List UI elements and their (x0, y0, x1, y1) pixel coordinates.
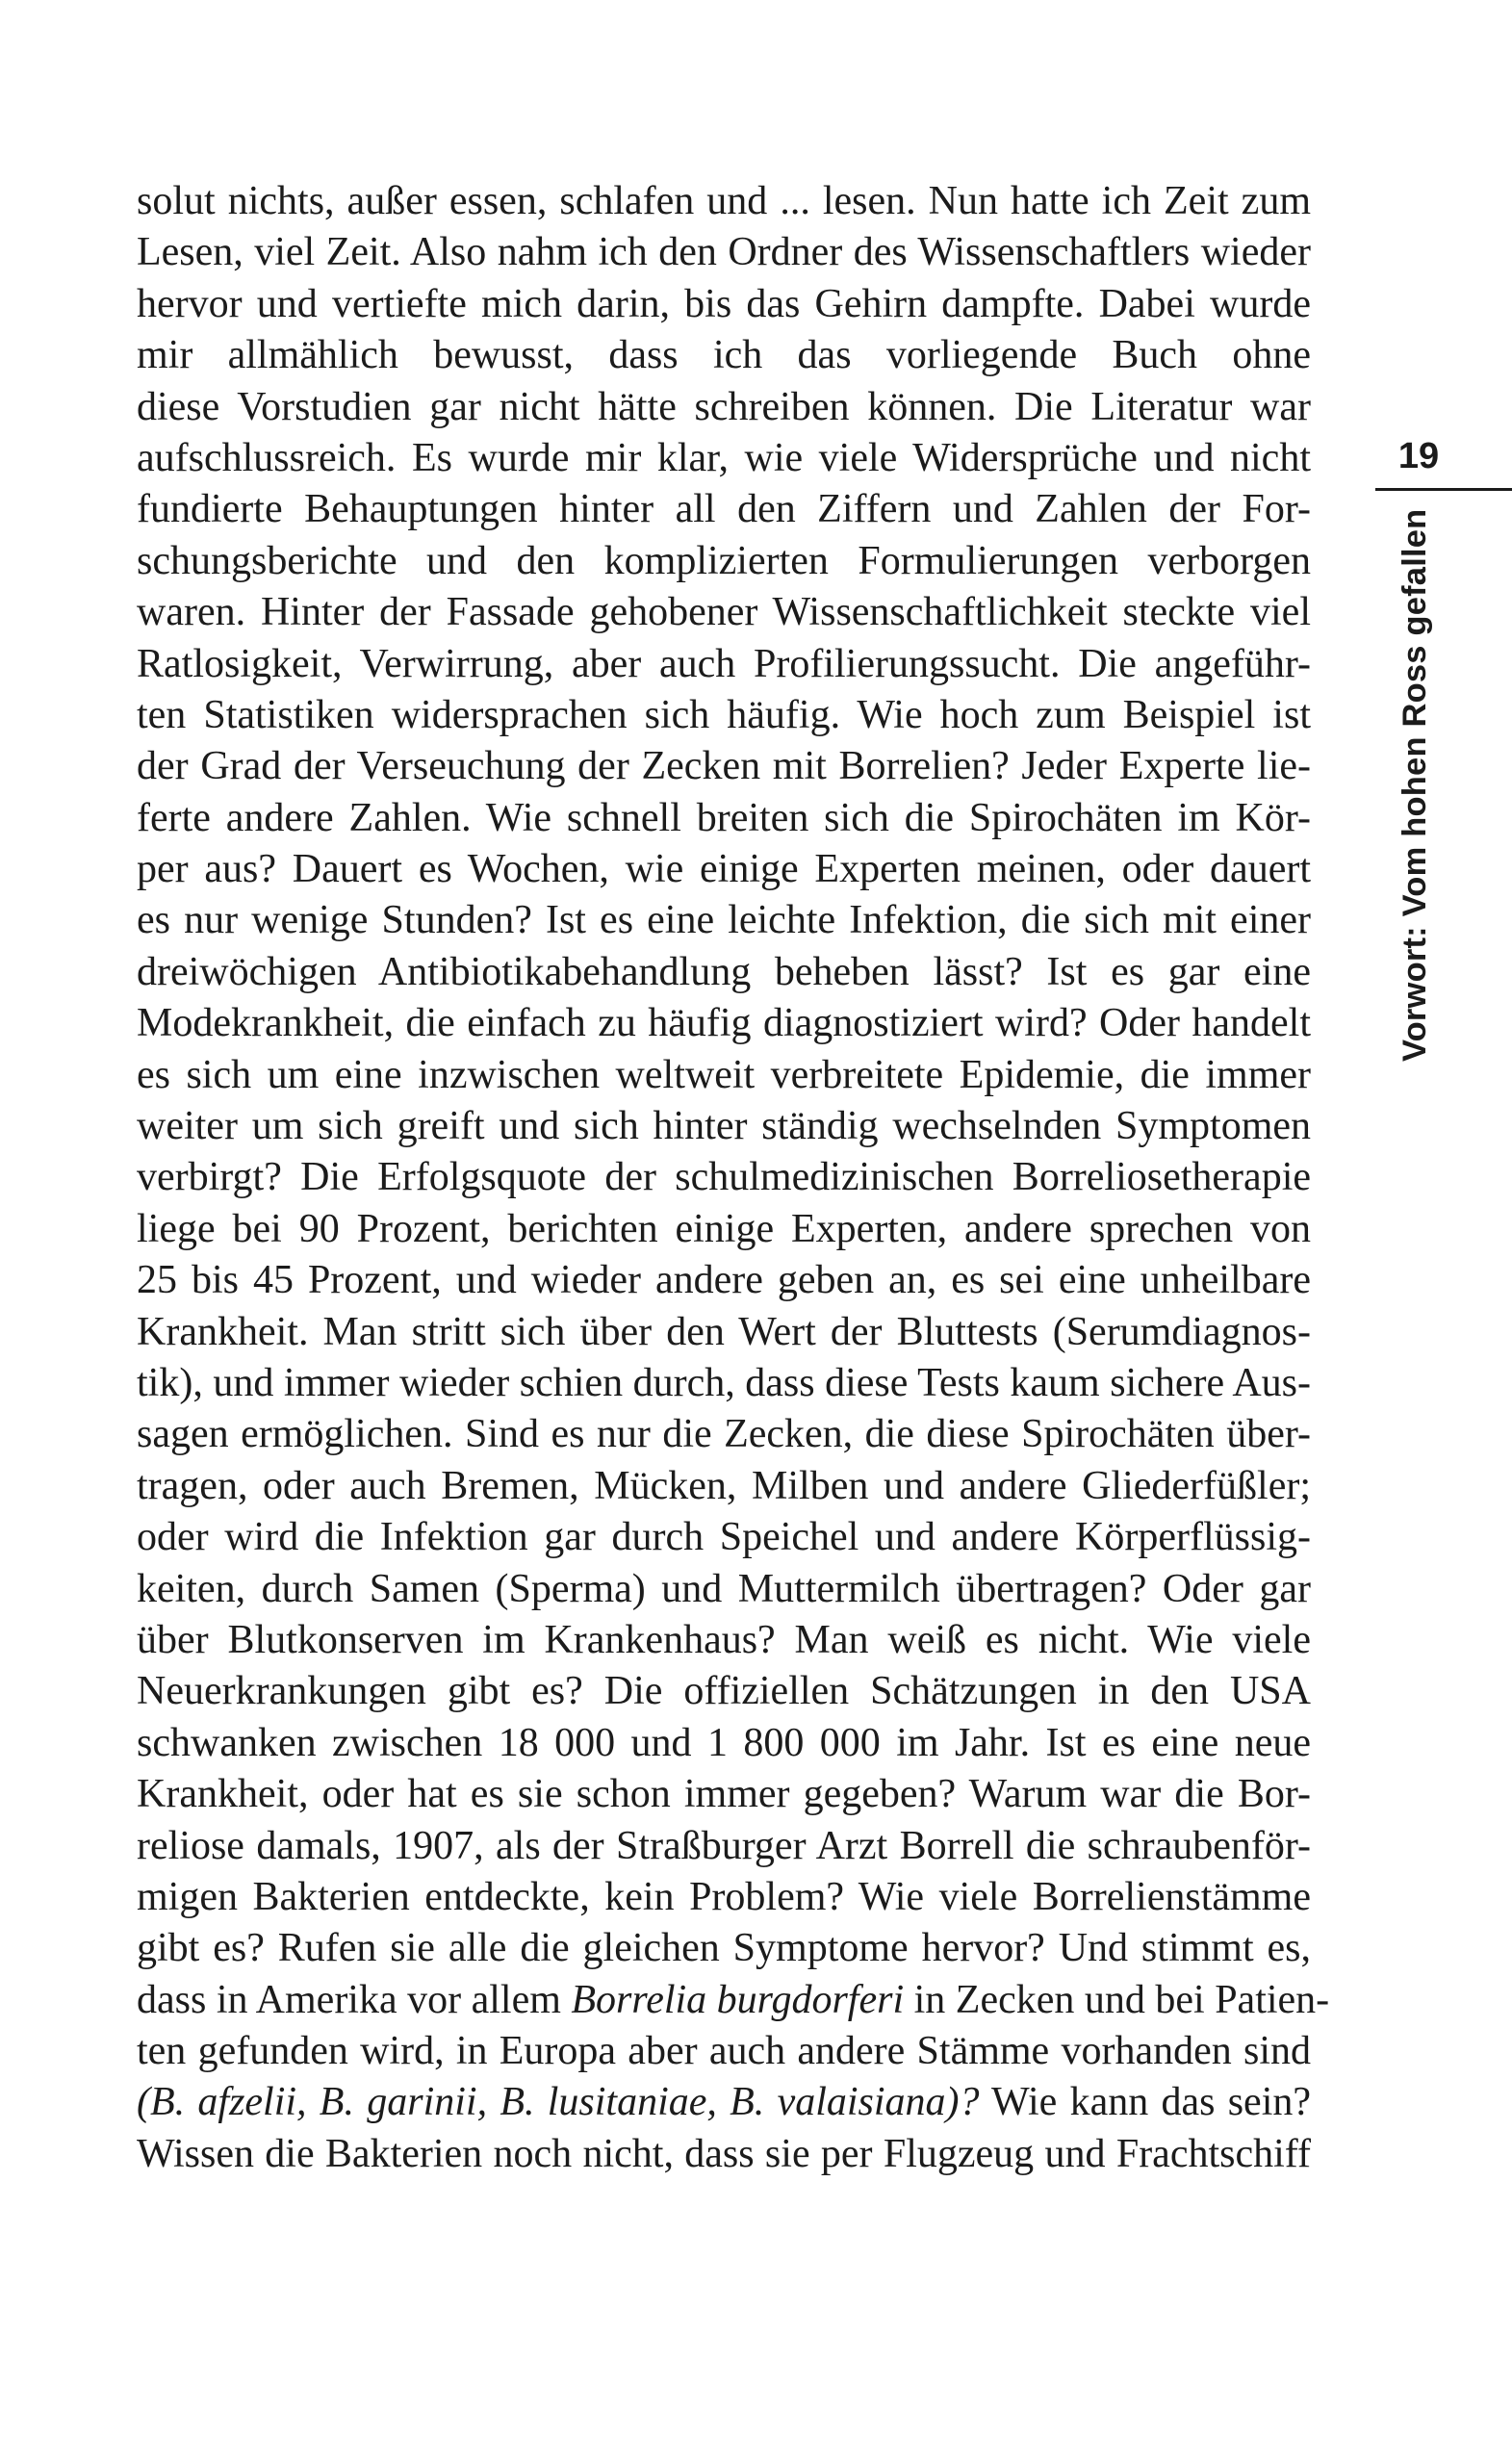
text-line: per aus? Dauert es Wochen, wie einige Experten meinen, oder dauert (137, 847, 1311, 892)
text-line: dreiwöchigen Antibiotikabehandlung beheben lässt? Ist es gar eine (137, 949, 1311, 994)
text-line: der Grad der Verseuchung der Zecken mit Borrelien? Jeder Experte lie- (137, 744, 1311, 789)
page-number: 19 (1397, 436, 1440, 476)
text-segment: in Zecken und bei Patien- (904, 1977, 1330, 2022)
text-line: verbirgt? Die Erfolgsquote der schulmedizinischen Borreliosetherapie (137, 1155, 1311, 1200)
text-line: Krankheit. Man stritt sich über den Wert der Bluttests (Serumdiagnos- (137, 1309, 1311, 1354)
text-line: oder wird die Infektion gar durch Speichel und andere Körperflüssig- (137, 1515, 1311, 1560)
text-line: mir allmählich bewusst, dass ich das vorliegende Buch ohne (137, 333, 1311, 378)
text-line: gibt es? Rufen sie alle die gleichen Symptome hervor? Und stimmt es, (137, 1926, 1311, 1971)
text-line: Wissen die Bakterien noch nicht, dass sie per Flugzeug und Frachtschiff (137, 2131, 1311, 2176)
text-line: reliose damals, 1907, als der Straßburger Arzt Borrell die schraubenför- (137, 1823, 1311, 1868)
text-line: weiter um sich greift und sich hinter ständig wechselnden Symptomen (137, 1104, 1311, 1149)
text-line (137, 1975, 1330, 2026)
text-segment: Wie kann das sein? (979, 2080, 1312, 2125)
species-name: Borrelia burgdorferi (571, 1977, 905, 2022)
text-segment: dass in Amerika vor allem (137, 1977, 572, 2022)
body-text (137, 176, 1330, 2180)
species-list: (B. afzelii, B. garinii, B. lusitaniae, B. valaisiana)? (137, 2080, 980, 2125)
text-line: 25 bis 45 Prozent, und wieder andere geben an, es sei eine unheilbare (137, 1258, 1311, 1303)
text-line: schungsberichte und den komplizierten Formulierungen verborgen (137, 538, 1311, 583)
header-rule (1375, 488, 1512, 491)
running-head-label: Vorwort: Vom hohen Ross gefallen (1397, 508, 1433, 1062)
text-line: Lesen, viel Zeit. Also nahm ich den Ordner des Wissenschaftlers wieder (137, 230, 1311, 275)
text-line: tragen, oder auch Bremen, Mücken, Milben und andere Gliederfüßler; (137, 1463, 1311, 1508)
text-line: fundierte Behauptungen hinter all den Ziffern und Zahlen der For- (137, 487, 1311, 532)
text-line: schwanken zwischen 18 000 und 1 800 000 im Jahr. Ist es eine neue (137, 1720, 1311, 1765)
text-line: Modekrankheit, die einfach zu häufig diagnostiziert wird? Oder handelt (137, 1001, 1311, 1046)
text-line: waren. Hinter der Fassade gehobener Wissenschaftlichkeit steckte viel (137, 590, 1311, 635)
text-line: keiten, durch Samen (Sperma) und Muttermilch übertragen? Oder gar (137, 1566, 1311, 1611)
text-line: solut nichts, außer essen, schlafen und ... lesen. Nun hatte ich Zeit zum (137, 179, 1311, 223)
text-line: Neuerkrankungen gibt es? Die offiziellen Schätzungen in den USA (137, 1669, 1311, 1714)
text-line: aufschlussreich. Es wurde mir klar, wie viele Widersprüche und nicht (137, 435, 1311, 480)
text-line: tik), und immer wieder schien durch, dass diese Tests kaum sichere Aus- (137, 1360, 1311, 1405)
text-line: hervor und vertiefte mich darin, bis das Gehirn dampfte. Dabei wurde (137, 281, 1311, 326)
text-line: liege bei 90 Prozent, berichten einige Experten, andere sprechen von (137, 1206, 1311, 1251)
text-line: ferte andere Zahlen. Wie schnell breiten sich die Spirochäten im Kör- (137, 795, 1311, 840)
text-line: Ratlosigkeit, Verwirrung, aber auch Profilierungssucht. Die angeführ- (137, 641, 1311, 686)
text-line: Krankheit, oder hat es sie schon immer gegeben? Warum war die Bor- (137, 1772, 1311, 1817)
running-head (1372, 508, 1436, 1062)
text-line (137, 2077, 1311, 2128)
text-line: es nur wenige Stunden? Ist es eine leichte Infektion, die sich mit einer (137, 898, 1311, 943)
text-line: diese Vorstudien gar nicht hätte schreiben können. Die Literatur war (137, 384, 1311, 429)
text-line: ten Statistiken widersprachen sich häufig. Wie hoch zum Beispiel ist (137, 692, 1311, 737)
text-line: über Blutkonserven im Krankenhaus? Man weiß es nicht. Wie viele (137, 1617, 1311, 1662)
text-line: sagen ermöglichen. Sind es nur die Zecken, die diese Spirochäten über- (137, 1412, 1311, 1457)
text-line: ten gefunden wird, in Europa aber auch andere Stämme vorhanden sind (137, 2029, 1311, 2074)
text-line: es sich um eine inzwischen weltweit verbreitete Epidemie, die immer (137, 1052, 1311, 1097)
text-line: migen Bakterien entdeckte, kein Problem? Wie viele Borrelienstämme (137, 1874, 1311, 1919)
